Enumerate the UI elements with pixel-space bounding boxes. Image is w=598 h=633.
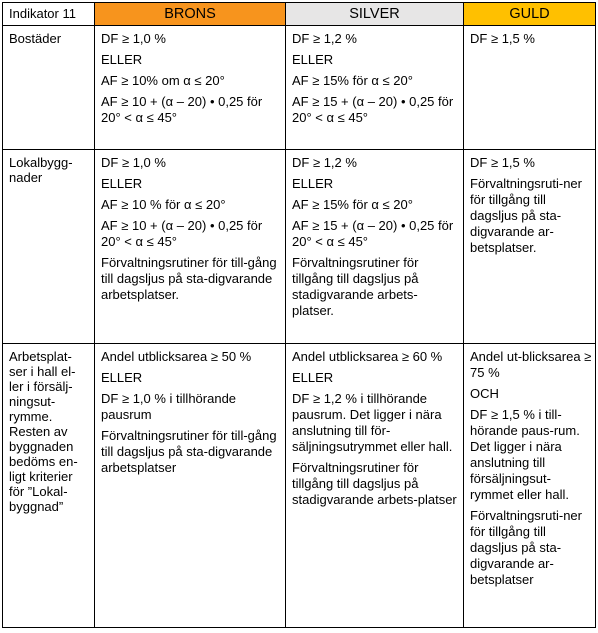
row-label [3, 150, 95, 344]
criterion: AF ≥ 15 + (α – 20) • 0,25 för 20° < α ≤ 45° [292, 218, 454, 249]
criterion: AF ≥ 15% för α ≤ 20° [292, 197, 413, 212]
header-row [3, 3, 596, 26]
criterion: ELLER [101, 52, 143, 67]
criterion: ELLER [292, 370, 334, 385]
row-bostader [3, 26, 596, 150]
criterion: AF ≥ 10 + (α – 20) • 0,25 för 20° < α ≤ 45° [101, 94, 263, 125]
criterion: Andel utblicksarea ≥ 60 % [292, 349, 443, 364]
criterion: OCH [470, 386, 499, 401]
silver-cell [286, 26, 464, 150]
criterion: DF ≥ 1,5 % [470, 155, 535, 170]
criterion: Förvaltningsrutiner för tillgång till dagsljus på stadigvarande arbets-platser. [292, 255, 419, 318]
header-indicator: Indikator 11 [3, 3, 95, 26]
row-label [3, 26, 95, 150]
row-label [3, 344, 95, 628]
criterion: Andel ut-blicksarea ≥ 75 % [470, 349, 592, 380]
criterion: Förvaltningsruti-ner för tillgång till dagsljus på sta-digvarande ar-betsplatser [470, 508, 582, 587]
row-lokalbyggnader [3, 150, 596, 344]
criterion: Förvaltningsrutiner för till-gång till dagsljus på sta-digvarande arbetsplatser. [101, 255, 277, 302]
label-text: Lokalbygg-nader [9, 155, 73, 185]
criterion: DF ≥ 1,5 % [470, 31, 535, 46]
criterion: AF ≥ 15 + (α – 20) • 0,25 för 20° < α ≤ 45° [292, 94, 454, 125]
header-guld: GULD [464, 3, 596, 26]
criterion: DF ≥ 1,2 % i tillhörande pausrum. Det ligger i nära anslutning till för-säljningsutrymmet eller hall. [292, 391, 453, 454]
row-arbetsplatser [3, 344, 596, 628]
criterion: Förvaltningsruti-ner för tillgång till dagsljus på sta-digvarande ar-betsplatser. [470, 176, 582, 255]
criterion: AF ≥ 10 + (α – 20) • 0,25 för 20° < α ≤ 45° [101, 218, 263, 249]
brons-cell [95, 26, 286, 150]
criterion: AF ≥ 15% för α ≤ 20° [292, 73, 413, 88]
criterion: DF ≥ 1,0 % i tillhörande pausrum [101, 391, 237, 422]
guld-cell [464, 344, 596, 628]
brons-cell [95, 150, 286, 344]
silver-cell [286, 150, 464, 344]
criterion: Förvaltningsrutiner för tillgång till dagsljus på stadigvarande arbets-platser [292, 460, 457, 507]
guld-cell [464, 150, 596, 344]
criterion: AF ≥ 10 % för α ≤ 20° [101, 197, 226, 212]
criterion: ELLER [292, 52, 334, 67]
criterion: ELLER [101, 176, 143, 191]
criteria-table [2, 2, 595, 628]
criterion: DF ≥ 1,0 % [101, 155, 166, 170]
criterion: ELLER [292, 176, 334, 191]
header-brons: BRONS [95, 3, 286, 26]
criterion: DF ≥ 1,5 % i till-hörande paus-rum. Det ligger i nära anslutning till försäljningsut-rymmet eller hall. [470, 407, 580, 502]
guld-cell [464, 26, 596, 150]
criterion: DF ≥ 1,0 % [101, 31, 166, 46]
criterion: DF ≥ 1,2 % [292, 31, 357, 46]
brons-cell [95, 344, 286, 628]
criterion: DF ≥ 1,2 % [292, 155, 357, 170]
criterion: Förvaltningsrutiner för till-gång till dagsljus på sta-digvarande arbetsplatser [101, 428, 277, 475]
criterion: AF ≥ 10% om α ≤ 20° [101, 73, 225, 88]
label-text: Arbetsplat-ser i hall el-ler i försälj-ningsut-rymme. [9, 349, 76, 424]
header-silver: SILVER [286, 3, 464, 26]
criterion: ELLER [101, 370, 143, 385]
silver-cell [286, 344, 464, 628]
label-text: Resten av byggnaden bedöms en-ligt kriterier för ”Lokal-byggnad” [9, 424, 78, 514]
criterion: Andel utblicksarea ≥ 50 % [101, 349, 252, 364]
label-text: Bostäder [9, 31, 62, 46]
